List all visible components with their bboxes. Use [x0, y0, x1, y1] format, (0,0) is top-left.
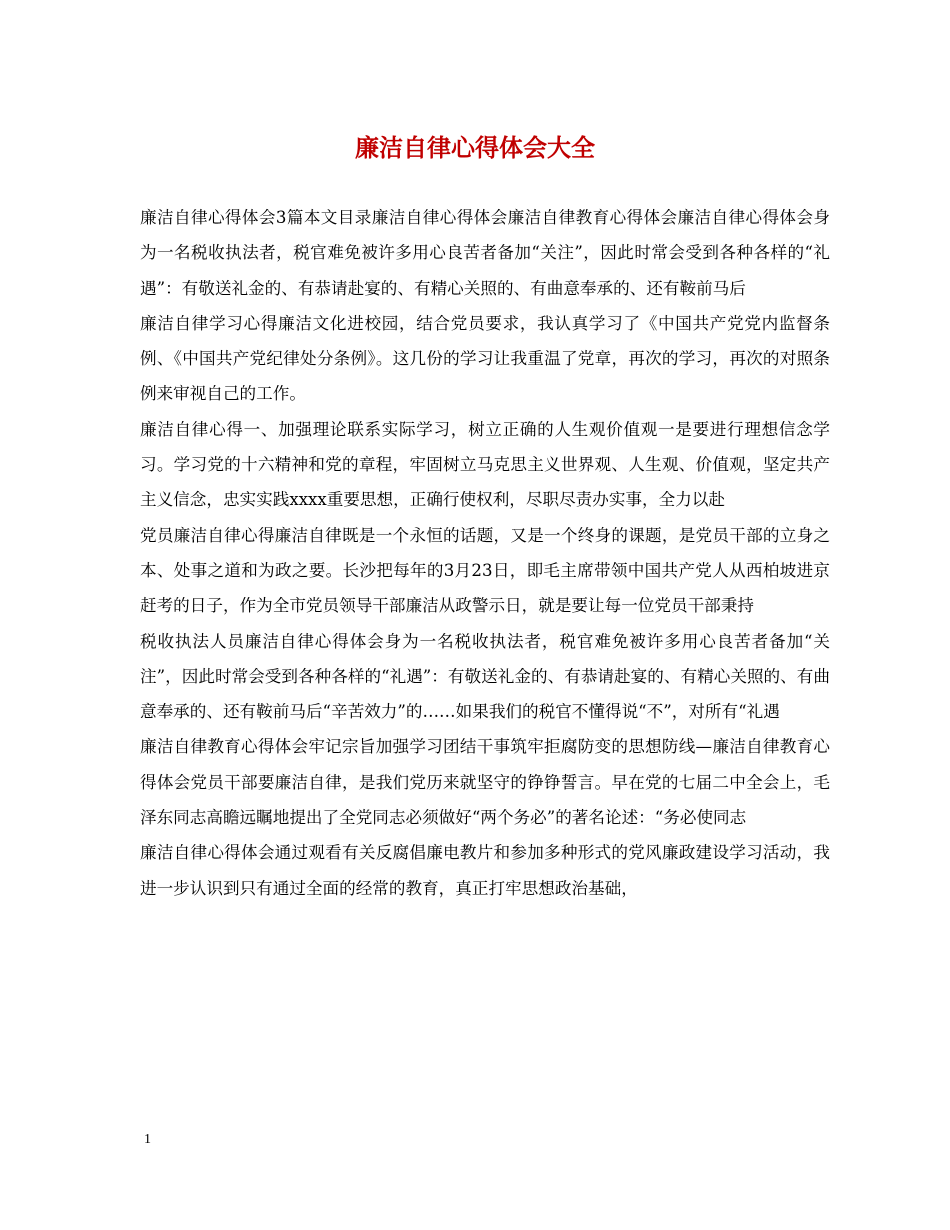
- paragraph: 税收执法人员廉洁自律心得体会身为一名税收执法者，税官难免被许多用心良苦者备加“关注”，因此时常会受到各种各样的“礼遇”：有敬送礼金的、有恭请赴宴的、有精心关照的、有曲意奉承的、还有鞍前马后“辛苦效力”的……如果我们的税官不懂得说“不”，对所有“礼遇: [140, 631, 830, 722]
- document-title: 廉洁自律心得体会大全: [355, 133, 595, 162]
- paragraph: 廉洁自律心得体会通过观看有关反腐倡廉电教片和参加多种形式的党风廉政建设学习活动，我进一步认识到只有通过全面的经常的教育，真正打牢思想政治基础，: [140, 843, 830, 898]
- paragraph: 廉洁自律心得体会3篇本文目录廉洁自律心得体会廉洁自律教育心得体会廉洁自律心得体会身为一名税收执法者，税官难免被许多用心良苦者备加“关注”，因此时常会受到各种各样的“礼遇”：有敬送礼金的、有恭请赴宴的、有精心关照的、有曲意奉承的、还有鞍前马后: [140, 208, 830, 298]
- document-body: [140, 200, 830, 906]
- paragraph: 廉洁自律学习心得廉洁文化进校园，结合党员要求，我认真学习了《中国共产党党内监督条例、《中国共产党纪律处分条例》。这几份的学习让我重温了党章，再次的学习，再次的对照条例来审视自己的工作。: [140, 313, 830, 404]
- paragraph: 廉洁自律教育心得体会牢记宗旨加强学习团结干事筑牢拒腐防变的思想防线—廉洁自律教育心得体会党员干部要廉洁自律，是我们党历来就坚守的铮铮誓言。早在党的七届二中全会上，毛泽东同志高瞻远瞩地提出了全党同志必须做好“两个务必”的著名论述：“务必使同志: [140, 737, 830, 828]
- paragraph: 廉洁自律心得一、加强理论联系实际学习，树立正确的人生观价值观一是要进行理想信念学习。学习党的十六精神和党的章程，牢固树立马克思主义世界观、人生观、价值观，坚定共产主义信念，忠实实践xxxx重要思想，正确行使权利，尽职尽责办实事，全力以赴: [140, 419, 830, 510]
- paragraph: 党员廉洁自律心得廉洁自律既是一个永恒的话题，又是一个终身的课题，是党员干部的立身之本、处事之道和为政之要。长沙把每年的3月23日，即毛主席带领中国共产党人从西柏坡进京赶考的日子，作为全市党员领导干部廉洁从政警示日，就是要让每一位党员干部秉持: [140, 525, 830, 616]
- page-number: 1: [144, 1132, 151, 1147]
